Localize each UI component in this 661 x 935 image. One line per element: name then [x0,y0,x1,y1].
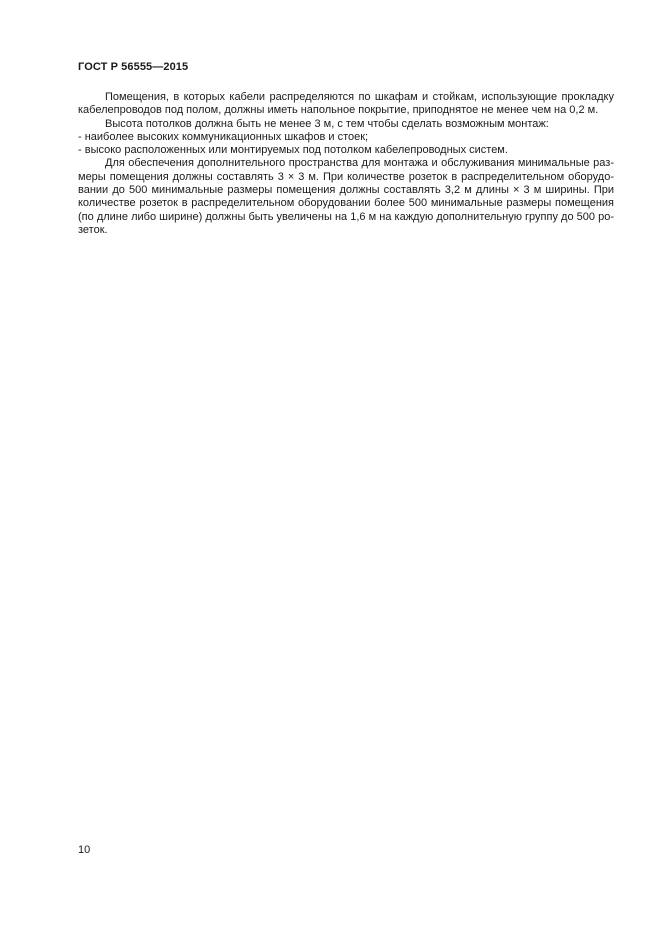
body-text [78,91,614,237]
text-line: (по длине либо ширине) должны быть увеличены на 1,6 м на каждую дополнительную группу до 500 ро- [78,210,614,223]
text-line: кабелепроводов под полом, должны иметь напольное покрытие, приподнятое не менее чем на 0,2 м. [78,104,599,117]
text-line: Для обеспечения дополнительного пространства для монтажа и обслуживания минимальные раз- [105,157,614,170]
page-number: 10 [78,844,91,856]
text-line: меры помещения должны составлять 3 × 3 м. При количестве розеток в распределительном оборудо- [78,170,614,183]
text-line: Высота потолков должна быть не менее 3 м, с тем чтобы сделать возможным монтаж: [105,117,549,130]
list-item: - высоко расположенных или монтируемых под потолком кабелепроводных систем. [78,144,508,157]
list-item: - наиболее высоких коммуникационных шкафов и стоек; [78,130,369,143]
text-line: количестве розеток в распределительном оборудовании более 500 минимальные размеры помещения [78,197,614,210]
text-line: Помещения, в которых кабели распределяются по шкафам и стойкам, использующие прокладку [105,91,614,103]
text-line: зеток. [78,223,108,236]
text-line: вании до 500 минимальные размеры помещения должны составлять 3,2 м длины × 3 м ширины. При [78,184,614,197]
document-header: ГОСТ Р 56555—2015 [78,61,189,73]
